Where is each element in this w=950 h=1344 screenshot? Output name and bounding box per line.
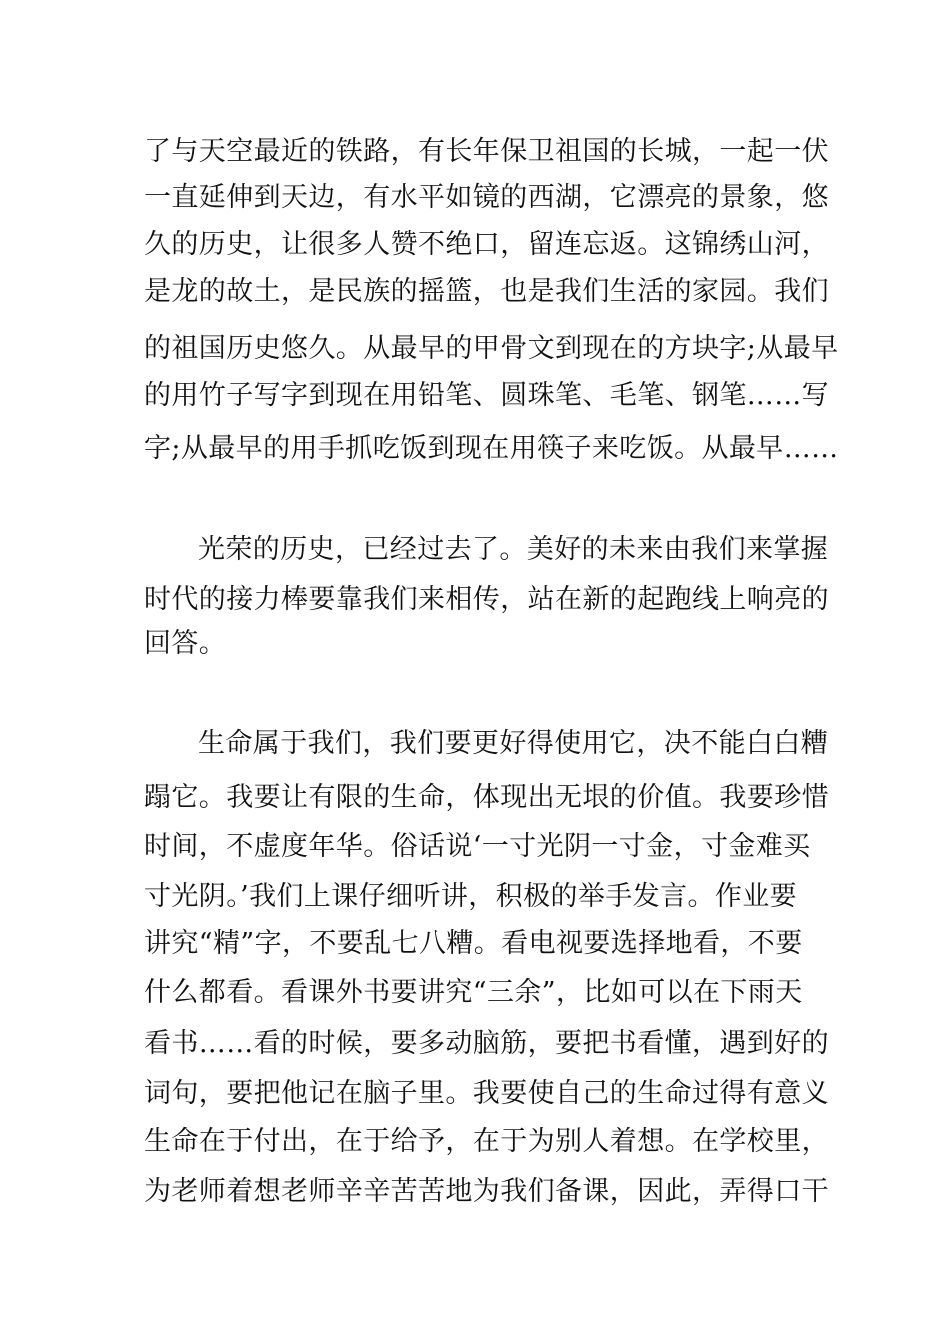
text-line: 什么都看。看课外书要讲究“三余”，比如可以在下雨天 <box>144 977 803 1008</box>
text-line: 了与天空最近的铁路，有长年保卫祖国的长城，一起一伏 <box>144 136 829 167</box>
text-line: 看书……看的时候，要多动脑筋，要把书看懂，遇到好的 <box>144 1028 829 1059</box>
text-line: 的祖国历史悠久。从最早的甲骨文到现在的方块字;从最早 <box>144 333 839 364</box>
text-line: 时间，不虚度年华。俗话说‘一寸光阴一寸金，寸金难买 <box>144 831 811 862</box>
text-line: 蹋它。我要让有限的生命，体现出无垠的价值。我要珍惜 <box>144 782 829 813</box>
text-line: 久的历史，让很多人赞不绝口，留连忘返。这锦绣山河， <box>144 229 829 260</box>
text-line: 回答。 <box>144 628 227 659</box>
text-line: 寸光阴。’我们上课仔细听讲，积极的举手发言。作业要 <box>144 881 798 912</box>
text-line: 词句，要把他记在脑子里。我要使自己的生命过得有意义 <box>144 1078 829 1109</box>
text-line: 生命属于我们，我们要更好得使用它，决不能白白糟 <box>198 728 829 759</box>
text-line: 为老师着想老师辛辛苦苦地为我们备课，因此，弄得口干 <box>144 1176 829 1207</box>
text-line: 是龙的故土，是民族的摇篮，也是我们生活的家园。我们 <box>144 276 829 307</box>
text-line: 一直延伸到天边，有水平如镜的西湖，它漂亮的景象，悠 <box>144 182 829 213</box>
text-line: 生命在于付出，在于给予，在于为别人着想。在学校里， <box>144 1126 829 1157</box>
text-line: 的用竹子写字到现在用铅笔、圆珠笔、毛笔、钢笔……写 <box>144 380 829 411</box>
text-line: 光荣的历史，已经过去了。美好的未来由我们来掌握 <box>198 534 829 565</box>
text-line: 字;从最早的用手抓吃饭到现在用筷子来吃饭。从最早…… <box>144 433 839 464</box>
text-line: 讲究“精”字，不要乱七八糟。看电视要选择地看，不要 <box>144 928 803 959</box>
text-line: 时代的接力棒要靠我们来相传，站在新的起跑线上响亮的 <box>144 584 829 615</box>
